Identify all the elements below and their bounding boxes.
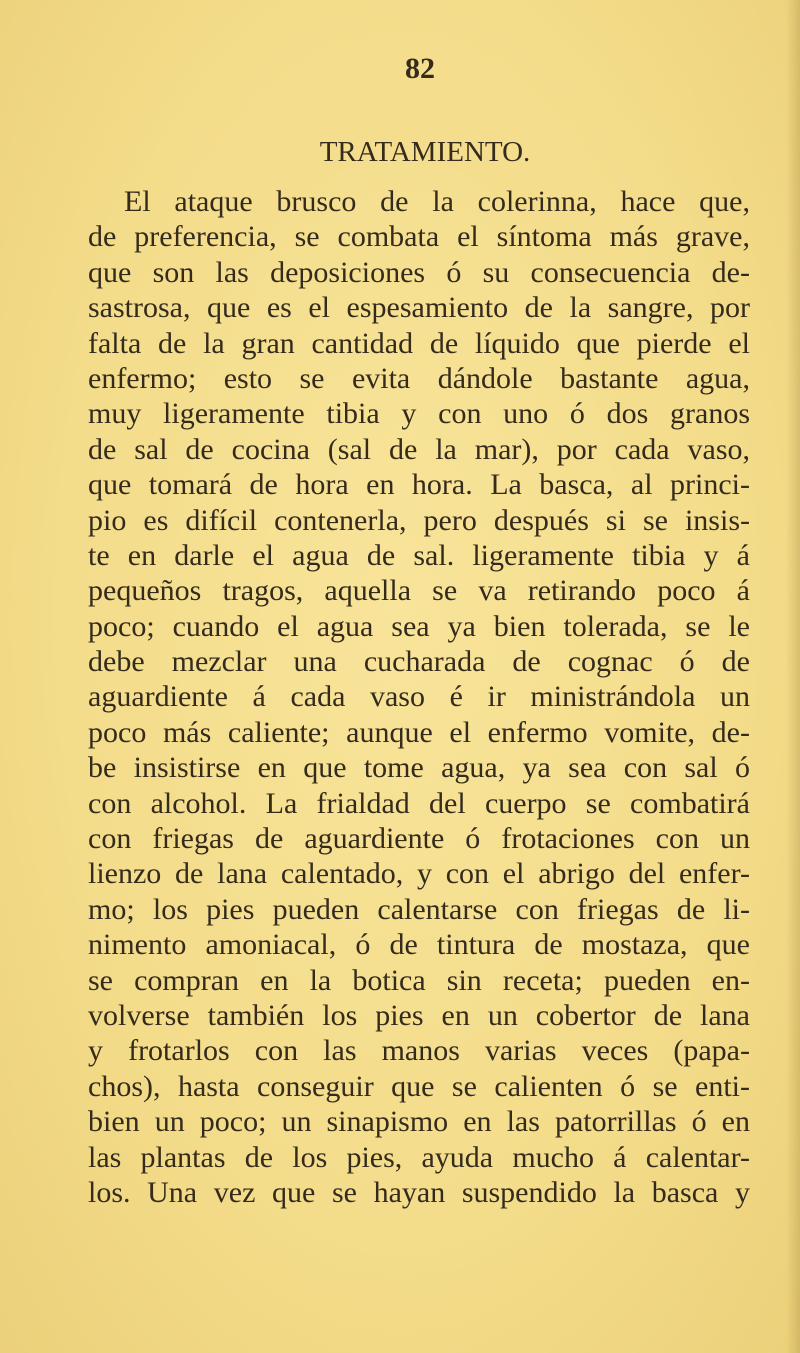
text-line: que son las deposiciones ó su consecuencia de- <box>88 255 750 289</box>
text-line: chos), hasta conseguir que se calienten ó se enti- <box>88 1069 750 1103</box>
text-line: que tomará de hora en hora. La basca, al princi- <box>88 468 750 502</box>
text-line: falta de la gran cantidad de líquido que pierde el <box>88 326 750 360</box>
text-line: te en darle el agua de sal. ligeramente tibia y á <box>88 538 750 572</box>
text-line: lienzo de lana calentado, y con el abrigo del enfer- <box>88 857 750 891</box>
text-line: con friegas de aguardiente ó frotaciones con un <box>88 822 750 856</box>
text-line: poco más caliente; aunque el enfermo vomite, de- <box>88 715 750 749</box>
text-line: los. Una vez que se hayan suspendido la basca y <box>88 1175 750 1209</box>
text-line: se compran en la botica sin receta; pueden en- <box>88 963 750 997</box>
text-line: pio es difícil contenerla, pero después si se insis- <box>88 503 750 537</box>
body-paragraph <box>88 184 750 1210</box>
text-line: volverse también los pies en un cobertor de lana <box>88 998 750 1032</box>
text-line: con alcohol. La frialdad del cuerpo se combatirá <box>88 786 750 820</box>
text-line: aguardiente á cada vaso é ir ministrándola un <box>88 680 750 714</box>
text-line: pequeños tragos, aquella se va retirando poco á <box>88 574 750 608</box>
text-line: bien un poco; un sinapismo en las patorrillas ó en <box>88 1105 750 1139</box>
text-line: sastrosa, que es el espesamiento de la sangre, por <box>88 291 750 325</box>
text-line: be insistirse en que tome agua, ya sea con sal ó <box>88 751 750 785</box>
text-line: debe mezclar una cucharada de cognac ó de <box>88 645 750 679</box>
text-line: mo; los pies pueden calentarse con friegas de li- <box>88 892 750 926</box>
text-line: El ataque brusco de la colerinna, hace que, <box>124 185 750 218</box>
page-number: 82 <box>405 52 435 85</box>
section-title: TRATAMIENTO. <box>319 136 531 168</box>
text-line: enfermo; esto se evita dándole bastante agua, <box>88 361 750 395</box>
text-line: y frotarlos con las manos varias veces (papa- <box>88 1034 750 1068</box>
page-edge-shadow <box>786 0 800 1353</box>
text-line: las plantas de los pies, ayuda mucho á calentar- <box>88 1140 750 1174</box>
text-line: muy ligeramente tibia y con uno ó dos granos <box>88 397 750 431</box>
text-line: de preferencia, se combata el síntoma más grave, <box>88 220 750 254</box>
text-line: poco; cuando el agua sea ya bien tolerada, se le <box>88 609 750 643</box>
text-line: de sal de cocina (sal de la mar), por cada vaso, <box>88 432 750 466</box>
text-line: nimento amoniacal, ó de tintura de mostaza, que <box>88 928 750 962</box>
